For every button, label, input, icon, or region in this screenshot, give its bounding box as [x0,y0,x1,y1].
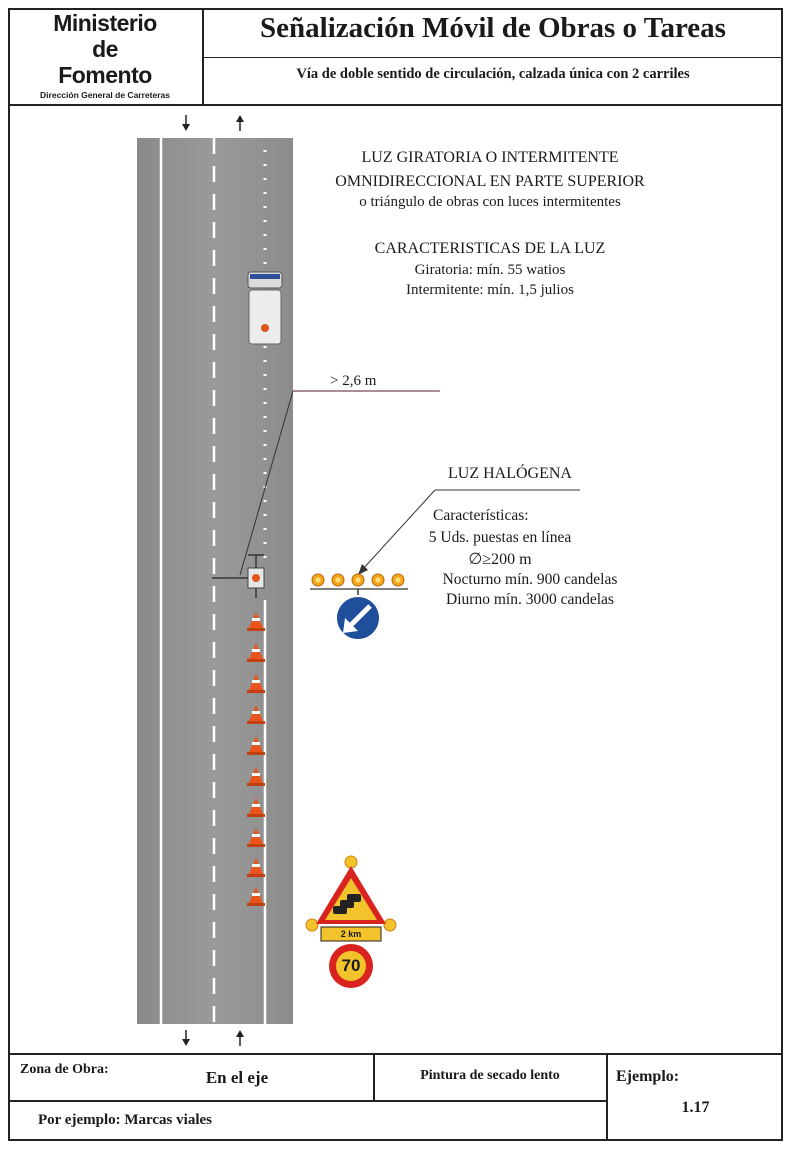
halogen-title: LUZ HALÓGENA [448,465,572,482]
light-icon [392,574,404,586]
arrow-up-icon [236,115,244,131]
light-characteristics-1: Giratoria: mín. 55 watios [414,262,566,278]
distance-label: > 2,6 m [330,373,377,389]
page-subtitle: Vía de doble sentido de circulación, calzada única con 2 carriles [296,66,690,82]
light-title-line-1: LUZ GIRATORIA O INTERMITENTE [361,149,619,166]
speed-limit-value: 70 [341,956,361,975]
halogen-line-1: 5 Uds. puestas en línea [428,529,572,546]
distance-plate-text: 2 km [340,929,362,939]
light-title-line-3: o triángulo de obras con luces intermitentes [359,194,621,210]
light-characteristics-title: CARACTERISTICAS DE LA LUZ [374,240,606,257]
arrow-down-icon [182,1030,190,1046]
ministry-line-2: de [92,36,118,62]
ministry-line-1: Ministerio [53,10,157,36]
ministry-line-3: Fomento [58,62,152,88]
ministry-subtitle: Dirección General de Carreteras [40,90,170,100]
halogen-line-4: Diurno mín. 3000 candelas [446,591,614,608]
light-icon [352,574,364,586]
congestion-warning-sign-icon [306,856,396,931]
light-icon [312,574,324,586]
light-icon [372,574,384,586]
zona-obra-value: En el eje [205,1068,269,1087]
arrow-down-icon [182,115,190,131]
page-title: Señalización Móvil de Obras o Tareas [260,12,726,44]
ejemplo-label: Ejemplo: [616,1068,680,1085]
zona-obra-label: Zona de Obra: [20,1062,109,1077]
pintura-label: Pintura de secado lento [420,1068,560,1083]
light-characteristics-2: Intermitente: mín. 1,5 julios [406,282,574,298]
arrow-up-icon [236,1030,244,1046]
halogen-lights-row [310,574,408,589]
light-title-line-2: OMNIDIRECCIONAL EN PARTE SUPERIOR [335,173,645,190]
por-ejemplo-label: Por ejemplo: Marcas viales [38,1112,212,1128]
halogen-line-3: Nocturno mín. 900 candelas [442,571,618,588]
halogen-characteristics-title: Características: [433,507,529,524]
mandatory-direction-sign-icon [336,589,380,640]
ejemplo-number: 1.17 [681,1099,710,1116]
truck-icon [248,272,282,344]
light-icon [332,574,344,586]
halogen-line-2: ∅≥200 m [468,551,532,568]
